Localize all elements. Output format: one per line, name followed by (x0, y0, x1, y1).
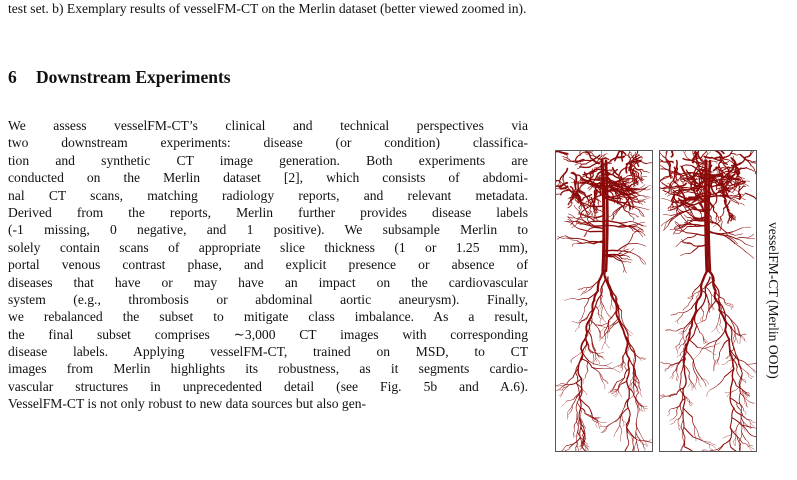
section-title: Downstream Experiments (36, 67, 231, 87)
paragraph-line: portal venous contrast phase, and explicit presence or absence of (8, 257, 528, 273)
paragraph-line: diseases that have or may have an impact on the cardiovascular (8, 274, 528, 290)
figure-caption-tail: test set. b) Exemplary results of vesselFM-CT on the Merlin dataset (better viewed zoomed in). (8, 1, 527, 16)
vessel-rendering-right (660, 151, 756, 451)
paragraph-line: we rebalanced the subset to mitigate class imbalance. As a result, (8, 309, 528, 325)
vessel-rendering-left (556, 151, 652, 451)
paragraph-line: conducted on the Merlin dataset [2], which consists of abdomi- (8, 170, 528, 186)
paragraph-line: We assess vesselFM-CT’s clinical and technical perspectives via (8, 118, 528, 133)
paragraph-line: vascular structures in unprecedented detail (see Fig. 5b and A.6). (8, 378, 528, 394)
paragraph-line: VesselFM-CT is not only robust to new data sources but also gen- (8, 396, 367, 412)
vessel-panel-left (555, 150, 653, 452)
vessel-panel-right (659, 150, 757, 452)
paragraph-line: tion and synthetic CT image generation. Both experiments are (8, 152, 528, 168)
figure-side-label: vesselFM-CT (Merlin OOD) (766, 221, 781, 379)
section-heading (8, 66, 231, 88)
paragraph-line: two downstream experiments: disease (or condition) classifica- (8, 135, 528, 151)
body-paragraph (8, 117, 528, 413)
paragraph-line: system (e.g., thrombosis or abdominal aortic aneurysm). Finally, (8, 291, 528, 307)
paragraph-line: the final subset comprises ∼3,000 CT images with corresponding (8, 326, 528, 342)
vessel-figure (555, 150, 795, 456)
paragraph-line: images from Merlin highlights its robustness, as it segments cardio- (8, 361, 528, 377)
paragraph-line: (-1 missing, 0 negative, and 1 positive). We subsample Merlin to (8, 222, 528, 238)
paragraph-line: disease labels. Applying vesselFM-CT, trained on MSD, to CT (8, 344, 528, 360)
paragraph-line: nal CT scans, matching radiology reports, and relevant metadata. (8, 187, 528, 203)
paragraph-line: solely contain scans of appropriate slice thickness (1 or 1.25 mm), (8, 239, 528, 255)
section-number: 6 (8, 67, 17, 87)
paragraph-line: Derived from the reports, Merlin further provides disease labels (8, 204, 528, 220)
